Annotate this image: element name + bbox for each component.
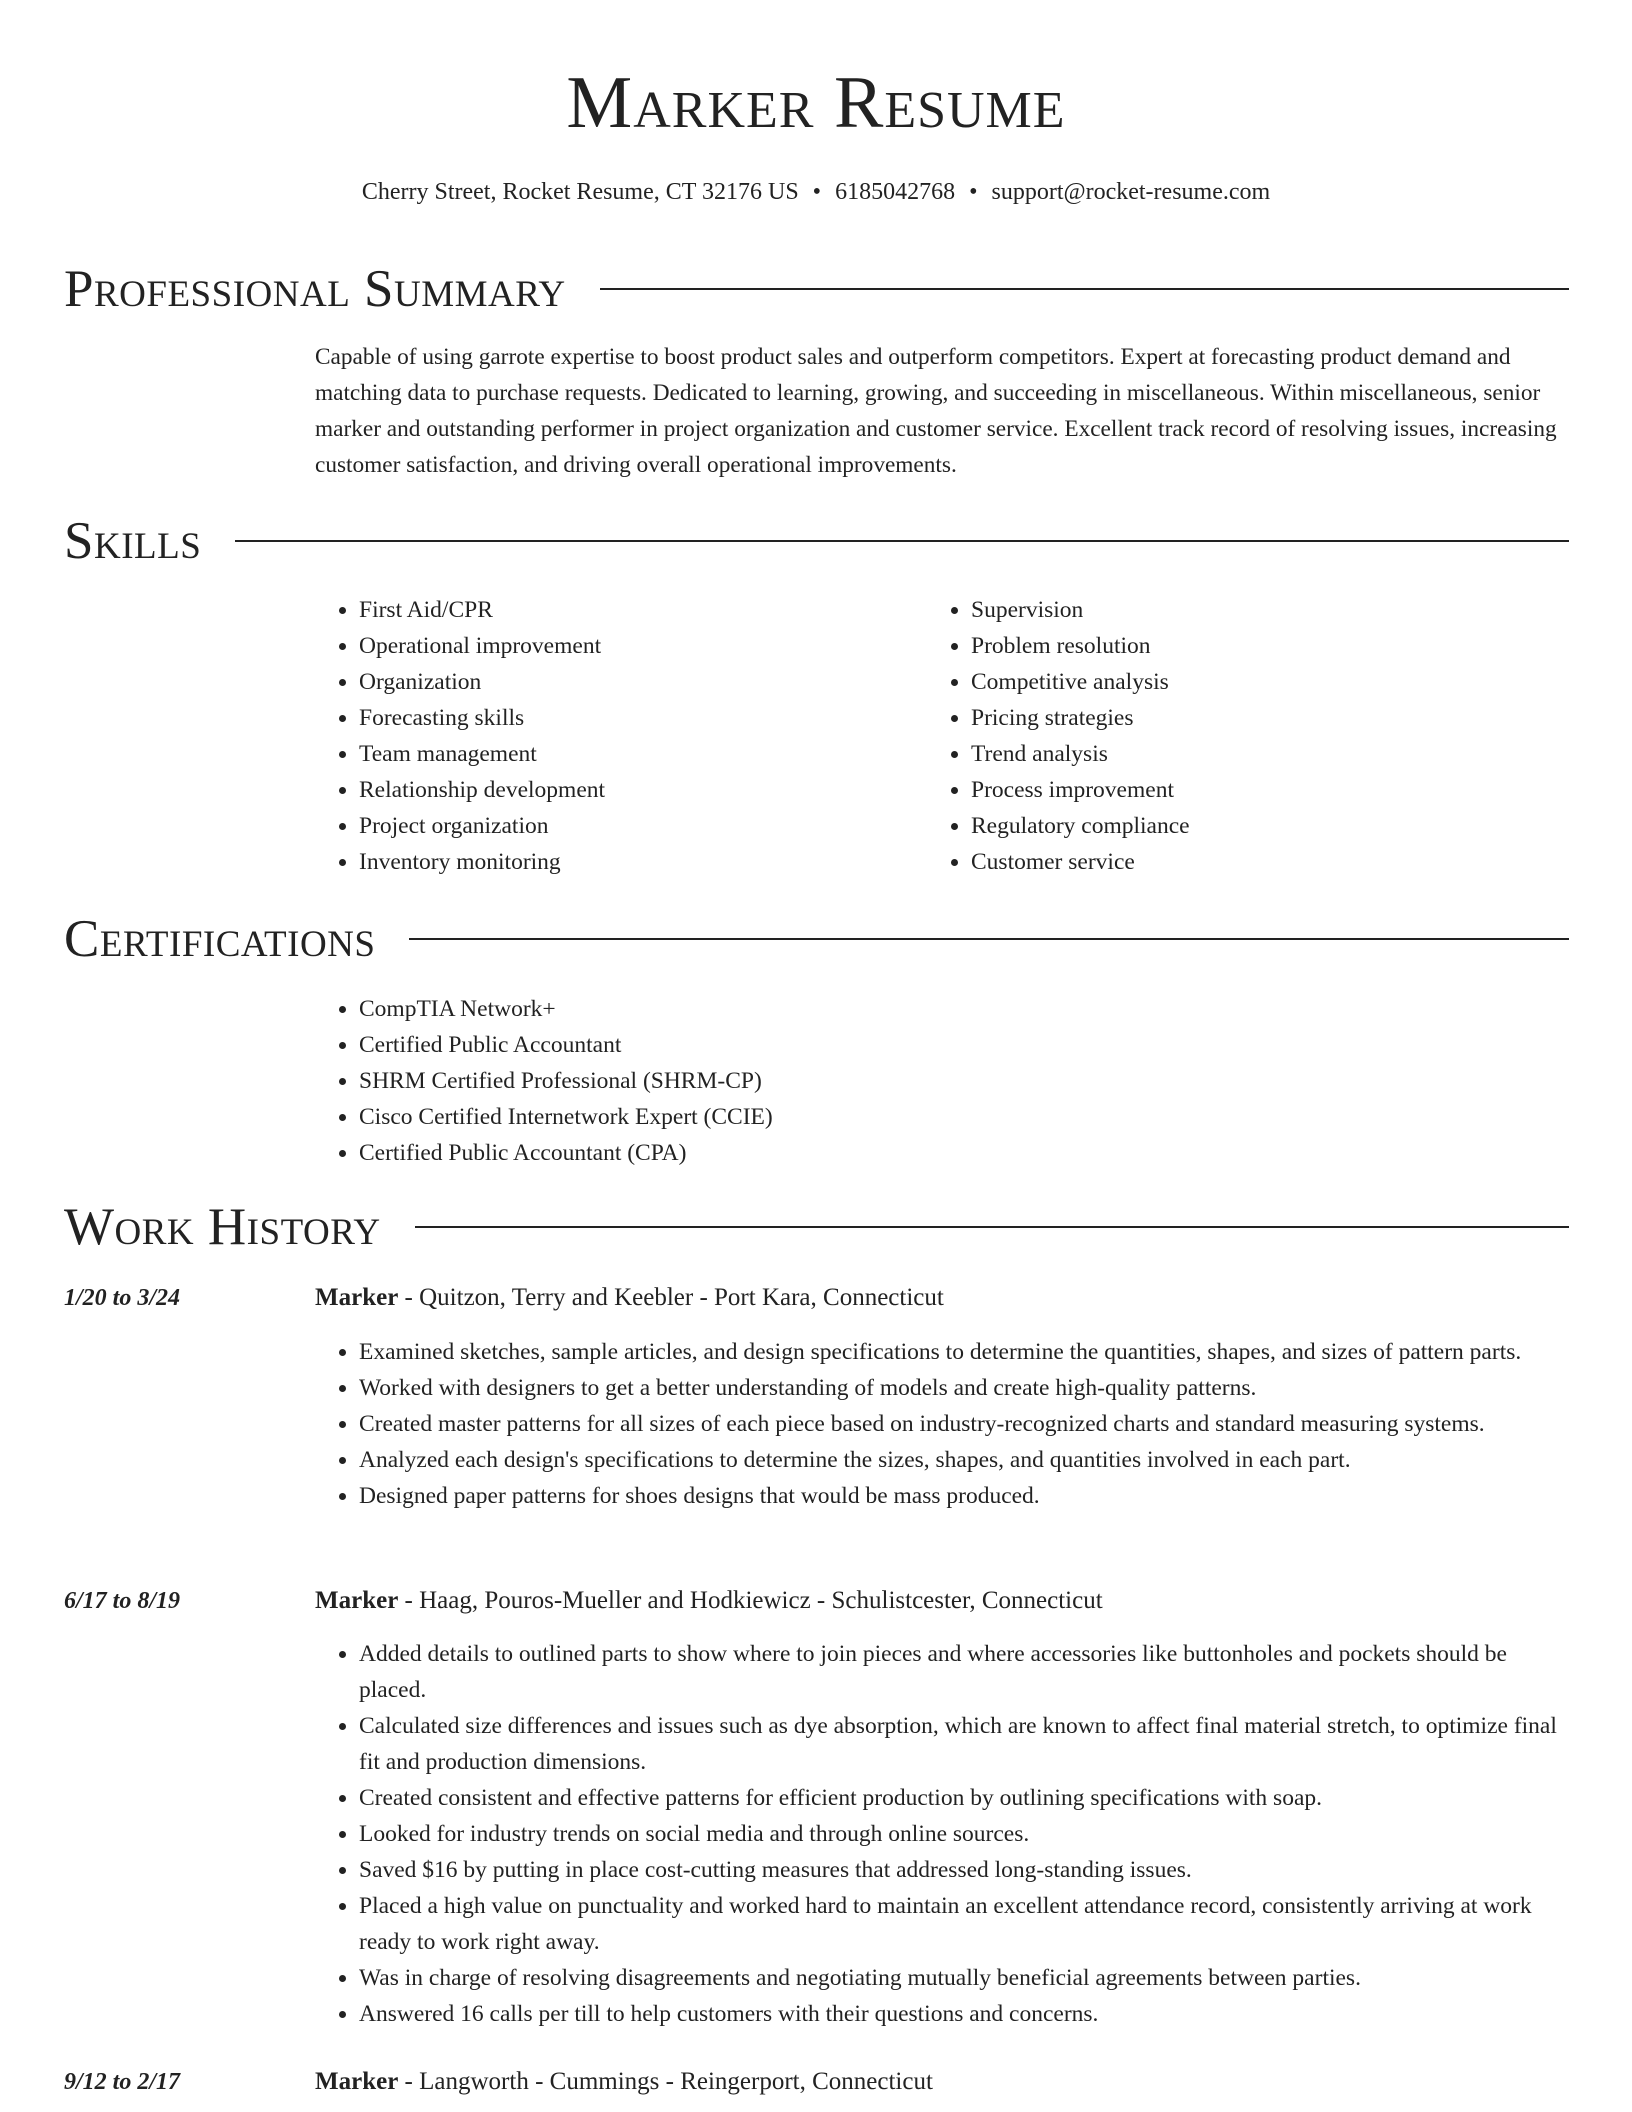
skill-item: • Relationship development bbox=[359, 772, 605, 808]
job-employer: - Quitzon, Terry and Keebler - Port Kara, Connecticut bbox=[398, 1284, 944, 1311]
skill-item: • Regulatory compliance bbox=[971, 808, 1190, 844]
skills-heading: Skills bbox=[64, 512, 202, 570]
skill-item: • Trend analysis bbox=[971, 736, 1190, 772]
job-duty-item: • Placed a high value on punctuality and worked hard to maintain an excellent attendance record, consistently arriving at work ready to work right away. bbox=[359, 1888, 1569, 1960]
skills-left-list bbox=[315, 592, 605, 880]
job-heading bbox=[315, 1280, 944, 1316]
summary-text: Capable of using garrote expertise to boost product sales and outperform competitors. Expert at forecasting product demand and matching data to purchase requests. Dedicated to learning, growing, and succeeding in miscellaneous. Within miscellaneous, senior marker and outstanding performer in project organization and customer service. Excellent track record of resolving issues, increasing customer satisfaction, and driving overall operational improvements. bbox=[315, 344, 1557, 478]
job-duty-item: • Analyzed each design's specifications to determine the sizes, shapes, and quantities involved in each part. bbox=[359, 1442, 1569, 1478]
job-duty-item: • Looked for industry trends on social media and through online sources. bbox=[359, 1816, 1569, 1852]
certifications-heading: Certifications bbox=[64, 910, 376, 968]
job-heading bbox=[315, 1583, 1103, 1619]
contact-address: Cherry Street, Rocket Resume, CT 32176 US bbox=[361, 179, 799, 205]
skills-right-column bbox=[927, 592, 1190, 880]
job-duty-item: • Designed paper patterns for shoes designs that would be mass produced. bbox=[359, 1478, 1569, 1514]
resume-name: Marker Resume bbox=[566, 62, 1066, 144]
job-duty-item: • Worked with designers to get a better understanding of models and create high-quality patterns. bbox=[359, 1370, 1569, 1406]
section-divider bbox=[409, 938, 1569, 940]
certification-item: • Certified Public Accountant (CPA) bbox=[359, 1135, 773, 1171]
job-employer: - Haag, Pouros-Mueller and Hodkiewicz - Schulistcester, Connecticut bbox=[398, 1587, 1103, 1614]
job-duties-list bbox=[315, 1636, 1569, 2032]
skills-section-header bbox=[64, 508, 1569, 574]
skill-item: • Inventory monitoring bbox=[359, 844, 605, 880]
job-duty-item: • Added details to outlined parts to show where to join pieces and where accessories like buttonholes and pockets should be placed. bbox=[359, 1636, 1569, 1708]
job-duty-item: • Created consistent and effective patterns for efficient production by outlining specifications with soap. bbox=[359, 1780, 1569, 1816]
skill-item: • Organization bbox=[359, 664, 605, 700]
contact-separator: • bbox=[812, 179, 822, 205]
certifications-block bbox=[315, 991, 773, 1171]
skills-left-column bbox=[315, 592, 605, 880]
job-duties bbox=[315, 1334, 1569, 1514]
contact-email: support@rocket-resume.com bbox=[991, 179, 1271, 205]
job-duties bbox=[315, 1636, 1569, 2032]
skill-item: • Operational improvement bbox=[359, 628, 605, 664]
skill-item: • Forecasting skills bbox=[359, 700, 605, 736]
skills-right-list bbox=[927, 592, 1190, 880]
job-duty-item: • Calculated size differences and issues such as dye absorption, which are known to affect final material stretch, to optimize final fit and production dimensions. bbox=[359, 1708, 1569, 1780]
certification-item: • CompTIA Network+ bbox=[359, 991, 773, 1027]
work-history-section-header bbox=[64, 1194, 1569, 1260]
skill-item: • Supervision bbox=[971, 592, 1190, 628]
job-duty-item: • Created master patterns for all sizes of each piece based on industry-recognized charts and standard measuring systems. bbox=[359, 1406, 1569, 1442]
work-history-heading: Work History bbox=[64, 1198, 381, 1256]
job-duty-item: • Was in charge of resolving disagreements and negotiating mutually beneficial agreements between parties. bbox=[359, 1960, 1569, 1996]
section-divider bbox=[415, 1226, 1569, 1228]
job-duty-item: • Examined sketches, sample articles, and design specifications to determine the quantities, shapes, and sizes of pattern parts. bbox=[359, 1334, 1569, 1370]
certification-item: • Cisco Certified Internetwork Expert (CCIE) bbox=[359, 1099, 773, 1135]
section-divider bbox=[600, 288, 1569, 290]
contact-separator: • bbox=[969, 179, 978, 205]
certification-item: • Certified Public Accountant bbox=[359, 1027, 773, 1063]
skill-item: • First Aid/CPR bbox=[359, 592, 605, 628]
skill-item: • Problem resolution bbox=[971, 628, 1190, 664]
summary-section-header bbox=[64, 256, 1569, 322]
skill-item: • Customer service bbox=[971, 844, 1190, 880]
contact-phone: 6185042768 bbox=[835, 179, 956, 205]
job-duty-item: • Answered 16 calls per till to help customers with their questions and concerns. bbox=[359, 1996, 1569, 2032]
skill-item: • Project organization bbox=[359, 808, 605, 844]
skill-item: • Pricing strategies bbox=[971, 700, 1190, 736]
certifications-list bbox=[315, 991, 773, 1171]
job-dates: 9/12 to 2/17 bbox=[64, 2069, 181, 2095]
job-duties-list bbox=[315, 1334, 1569, 1514]
skill-item: • Competitive analysis bbox=[971, 664, 1190, 700]
job-title: Marker bbox=[315, 1587, 399, 1614]
job-dates: 6/17 to 8/19 bbox=[64, 1588, 181, 1614]
job-dates: 1/20 to 3/24 bbox=[64, 1285, 181, 1311]
certifications-section-header bbox=[64, 906, 1569, 972]
job-employer: - Langworth - Cummings - Reingerport, Connecticut bbox=[398, 2068, 933, 2095]
contact-line bbox=[0, 176, 1632, 208]
job-heading bbox=[315, 2064, 933, 2100]
job-title: Marker bbox=[315, 2068, 399, 2095]
job-title: Marker bbox=[315, 1284, 399, 1311]
summary-heading: Professional Summary bbox=[64, 260, 566, 318]
certification-item: • SHRM Certified Professional (SHRM-CP) bbox=[359, 1063, 773, 1099]
section-divider bbox=[235, 540, 1569, 542]
job-duty-item: • Saved $16 by putting in place cost-cutting measures that addressed long-standing issues. bbox=[359, 1852, 1569, 1888]
skill-item: • Team management bbox=[359, 736, 605, 772]
skill-item: • Process improvement bbox=[971, 772, 1190, 808]
